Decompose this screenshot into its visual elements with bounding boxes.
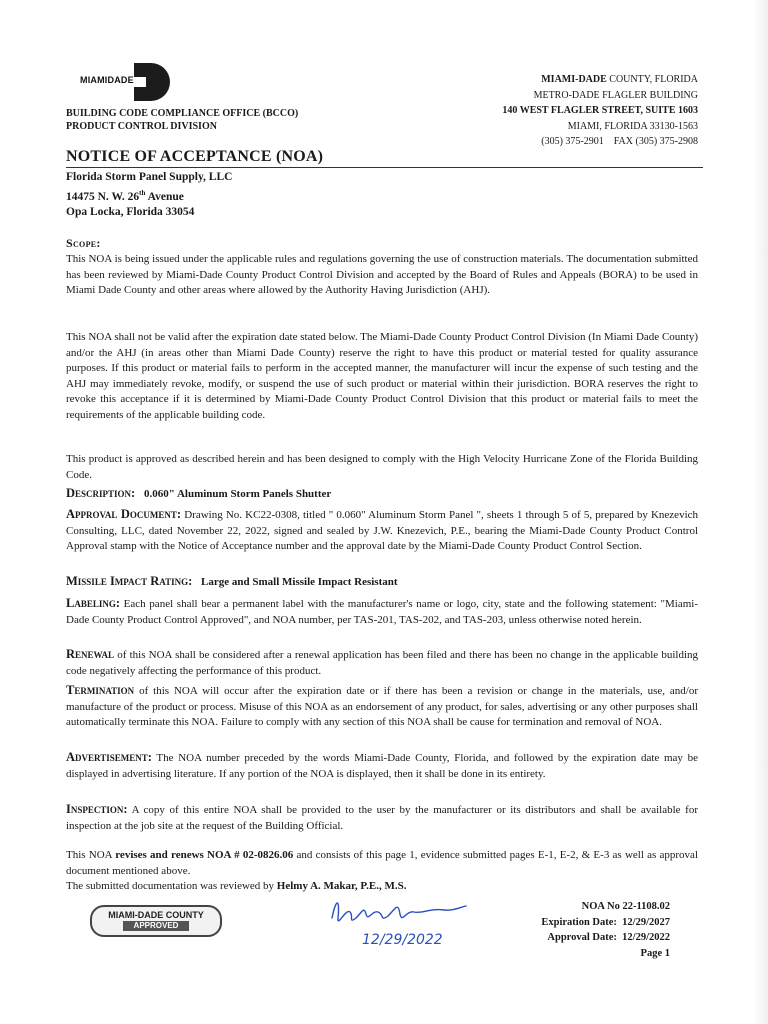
inspection-section xyxy=(66,802,698,834)
renews-section xyxy=(66,848,698,879)
scope-paragraph-1: This NOA is being issued under the applicable rules and regulations governing the use of construction materials. The documentation submitted has been reviewed by Miami-Dade County Product Control Division and accepted by the Board of Rules and Appeals (BORA) to be used in Miami Dade County and other areas where allowed by the Authority Having Jurisdiction (AHJ). xyxy=(66,253,698,297)
renews-post: and consists of this page 1, evidence submitted pages E-1, E-2, & E-3 as well as approval document mentioned above. xyxy=(66,849,698,877)
signature-date: 12/29/2022 xyxy=(362,932,443,948)
logo-d-notch xyxy=(134,77,146,87)
noa-number: NOA No 22-1108.02 xyxy=(581,901,670,912)
scope-label: Scope: xyxy=(66,236,101,250)
signature xyxy=(326,888,476,948)
county-line-5: (305) 375-2901 FAX (305) 375-2908 xyxy=(541,136,698,147)
county-line-3: 140 WEST FLAGLER STREET, SUITE 1603 xyxy=(502,105,698,116)
stamp-top-text: MIAMI-DADE COUNTY xyxy=(108,910,204,920)
renews-bold: revises and renews NOA # 02-0826.06 xyxy=(115,849,294,861)
county-line-1 xyxy=(502,72,698,88)
stamp-bottom-text: APPROVED xyxy=(123,921,189,931)
scope-heading xyxy=(66,236,698,253)
inspection-label: Inspection: xyxy=(66,802,128,816)
advertisement-label: Advertisement: xyxy=(66,750,152,764)
county-line-4: MIAMI, FLORIDA 33130-1563 xyxy=(567,120,698,132)
advertisement-text: The NOA number preceded by the words Miami-Dade County, Florida, and followed by the expiration date may be displayed in advertising literature. If any portion of the NOA is displayed, then it shall be done in its entirety. xyxy=(66,752,698,780)
reviewed-by-pre: The submitted documentation was reviewed by xyxy=(66,880,277,892)
inspection-text: A copy of this entire NOA shall be provided to the user by the manufacturer or its distributors and shall be available for inspection at the job site at the request of the Building Official. xyxy=(66,804,698,832)
renewal-label: Renewal xyxy=(66,647,115,661)
miami-dade-logo xyxy=(76,63,170,101)
missile-impact-value: Large and Small Missile Impact Resistant xyxy=(201,576,398,588)
scope-paragraph-2: This NOA shall not be valid after the expiration date stated below. The Miami-Dade County Product Control Division (In Miami Dade County) and/or the AHJ (in areas other than Miami Dade County) reserve the right to have this product or material tested for quality assurance purposes. If this product or material fails to perform in the accepted manner, the manufacturer will incur the expense of such testing and the AHJ may immediately revoke, modify, or suspend the use of such product or material within their jurisdiction. BORA reserves the right to revoke this acceptance if it is determined by Miami-Dade County Product Control Division that this product or material fails to meet the requirements of the applicable building code. xyxy=(66,331,698,421)
approval-document-label: Approval Document: xyxy=(66,507,182,521)
county-line-2: METRO-DADE FLAGLER BUILDING xyxy=(533,89,698,101)
company-name: Florida Storm Panel Supply, LLC xyxy=(66,171,233,183)
approval-document-text: Drawing No. KC22-0308, titled " 0.060" Aluminum Storm Panel ", sheets 1 through 5 of 5, prepared by Knezevich Consulting, LLC, dated November 22, 2022, signed and sealed by J.W. Knezevich, P.E., bearing the Miami-Dade County Product Control Approval stamp with the Notice of Acceptance number and the approval date by the Miami-Dade County Product Control Section. xyxy=(66,509,699,553)
expiration-date: Expiration Date: 12/29/2027 xyxy=(541,916,670,928)
county-address-block xyxy=(502,72,698,150)
company-street xyxy=(66,186,232,205)
termination-text: of this NOA will occur after the expiration date or if there has been a revision or change in the materials, use, and/or manufacture of the product or process. Misuse of this NOA as an endorsement of any product, for sales, advertising or any other purposes shall automatically terminate this NOA. Failure to comply with any section of this NOA shall be cause for termination and removal of NOA. xyxy=(66,685,699,729)
office-line-1: BUILDING CODE COMPLIANCE OFFICE (BCCO) xyxy=(66,108,299,119)
page-title: NOTICE OF ACCEPTANCE (NOA) xyxy=(66,148,324,165)
advertisement-section xyxy=(66,750,698,782)
description-value: 0.060" Aluminum Storm Panels Shutter xyxy=(143,488,332,500)
labeling-section xyxy=(66,596,698,628)
termination-label: Termination xyxy=(66,683,135,697)
approved-stamp xyxy=(90,905,222,937)
company-street-sup: th xyxy=(139,188,146,197)
scope-paragraph-3: This product is approved as described herein and has been designed to comply with the High Velocity Hurricane Zone of the Florida Building Code. xyxy=(66,453,698,481)
county-line-1-bold: MIAMI-DADE xyxy=(541,74,607,85)
logo-text: MIAMIDADE xyxy=(80,75,134,85)
labeling-label: Labeling: xyxy=(66,596,121,610)
termination-section xyxy=(66,683,698,731)
page-edge-shadow xyxy=(754,0,768,1024)
page-number: Page 1 xyxy=(640,947,670,959)
approval-date: Approval Date: 12/29/2022 xyxy=(547,932,670,943)
office-line-2: PRODUCT CONTROL DIVISION xyxy=(66,121,217,132)
renewal-section xyxy=(66,647,698,679)
missile-impact-label: Missile Impact Rating: xyxy=(66,574,193,588)
company-city: Opa Locka, Florida 33054 xyxy=(66,205,195,218)
renewal-text: of this NOA shall be considered after a renewal application has been filed and there has been no change in the applicable building code negatively affecting the performance of this product. xyxy=(66,649,698,677)
county-line-1-rest: COUNTY, FLORIDA xyxy=(606,74,698,85)
labeling-text: Each panel shall bear a permanent label with the manufacturer's name or logo, city, state and the following statement: "Miami-Dade County Product Control Approved", and NOA number, per TAS-201, TAS-202, and TAS-203, unless otherwise noted herein. xyxy=(66,598,698,626)
approval-document-section xyxy=(66,507,698,555)
noa-info-block xyxy=(541,899,670,961)
signature-scribble xyxy=(332,903,466,921)
reviewer-name: Helmy A. Makar, P.E., M.S. xyxy=(276,880,407,892)
company-street-post: Avenue xyxy=(145,190,184,203)
renews-pre: This NOA xyxy=(66,849,116,861)
office-block xyxy=(66,107,298,133)
missile-impact-section xyxy=(66,574,698,591)
company-block xyxy=(66,170,232,220)
company-street-pre: 14475 N. W. 26 xyxy=(66,190,140,203)
description-label: Description: xyxy=(66,486,136,500)
title-rule xyxy=(66,167,703,168)
description-section xyxy=(66,486,698,503)
